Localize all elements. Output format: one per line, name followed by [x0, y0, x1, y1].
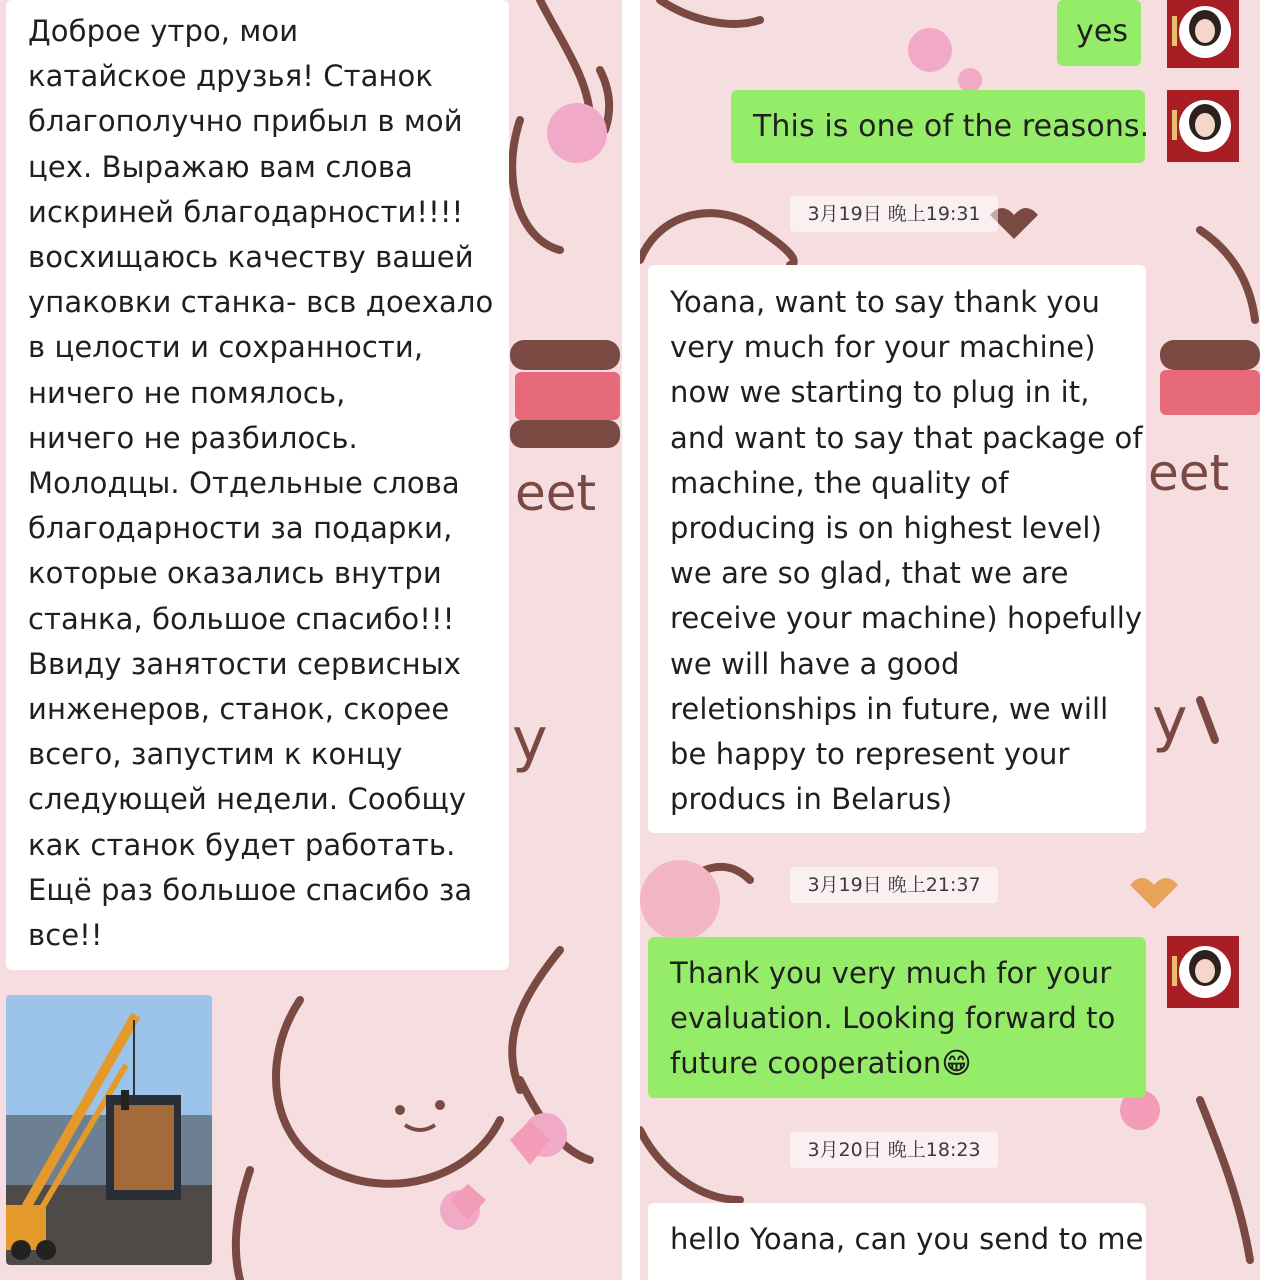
message-line: machine, the quality of [670, 465, 1009, 500]
message-line: следующей недели. Сообщу [28, 782, 467, 817]
message-line: все!! [28, 918, 103, 953]
svg-text:y: y [512, 705, 548, 775]
message-line: Ещё раз большое спасибо за [28, 872, 473, 907]
message-line: цех. Выражаю вам слова [28, 149, 413, 184]
message-line: we will have a good [670, 646, 960, 681]
message-line: ничего не помялось, [28, 375, 346, 410]
message-line: Молодцы. Отдельные слова [28, 466, 460, 501]
message-line: благодарности за подарки, [28, 511, 453, 546]
outgoing-message-bubble[interactable] [648, 937, 1146, 1098]
message-line: Доброе утро, мои [28, 14, 299, 48]
message-line: hello Yoana, can you send to me [670, 1222, 1144, 1256]
avatar-icon[interactable] [1167, 0, 1239, 68]
message-line: искриней благодарности!!!! [28, 194, 464, 229]
message-line: be happy to represent your [670, 737, 1070, 772]
message-line: катайское друзья! Станок [28, 59, 434, 94]
outgoing-message-bubble[interactable] [1057, 0, 1141, 66]
message-line: producing is on highest level) [670, 511, 1102, 546]
message-line: receive your machine) hopefully [670, 601, 1143, 636]
left-chat-panel [0, 0, 622, 1280]
message-line: we are so glad, that we are [670, 556, 1069, 591]
message-line: future cooperation😁 [670, 1046, 972, 1081]
message-line: как станок будет работать. [28, 827, 456, 862]
message-line: and want to say that package of [670, 420, 1143, 455]
svg-text:y: y [1152, 685, 1188, 755]
chat-timestamp: 3月19日 晚上21:37 [790, 867, 998, 903]
message-line: reletionships in future, we will [670, 691, 1109, 726]
avatar-icon[interactable] [1167, 90, 1239, 162]
chat-timestamp: 3月19日 晚上19:31 [790, 196, 998, 232]
message-line: благополучно прибыл в мой [28, 104, 463, 139]
chat-timestamp: 3月20日 晚上18:23 [790, 1132, 998, 1168]
message-line: evaluation. Looking forward to [670, 1001, 1116, 1036]
incoming-message-bubble[interactable] [648, 265, 1146, 833]
message-line: Yoana, want to say thank you [670, 285, 1101, 319]
svg-text:eet: eet [1148, 444, 1230, 502]
message-line: producs in Belarus) [670, 782, 953, 817]
message-line: This is one of the reasons. [753, 109, 1150, 144]
outgoing-message-bubble[interactable] [731, 90, 1150, 163]
image-thumbnail-icon[interactable] [6, 995, 212, 1265]
message-line: в целости и сохранности, [28, 330, 424, 365]
message-line: ничего не разбилось. [28, 420, 358, 455]
avatar-icon[interactable] [1167, 936, 1239, 1008]
incoming-message-bubble[interactable] [6, 0, 509, 970]
message-line: now we starting to plug in it, [670, 375, 1090, 410]
message-line: Thank you very much for your [670, 956, 1112, 990]
incoming-message-bubble[interactable] [648, 1203, 1146, 1280]
message-line: инженеров, станок, скорее [28, 692, 450, 727]
message-line: very much for your machine) [670, 330, 1096, 365]
message-line: которые оказались внутри [28, 556, 442, 591]
message-line: упаковки станка- всв доехало [28, 285, 494, 320]
message-line: yes [1076, 14, 1129, 49]
message-line: всего, запустим к концу [28, 737, 403, 772]
message-line: Ввиду занятости сервисных [28, 646, 461, 681]
message-line: станка, большое спасибо!!! [28, 601, 455, 636]
message-line: восхищаюсь качеству вашей [28, 240, 474, 275]
svg-text:eet: eet [515, 464, 597, 522]
right-chat-panel [640, 0, 1260, 1280]
